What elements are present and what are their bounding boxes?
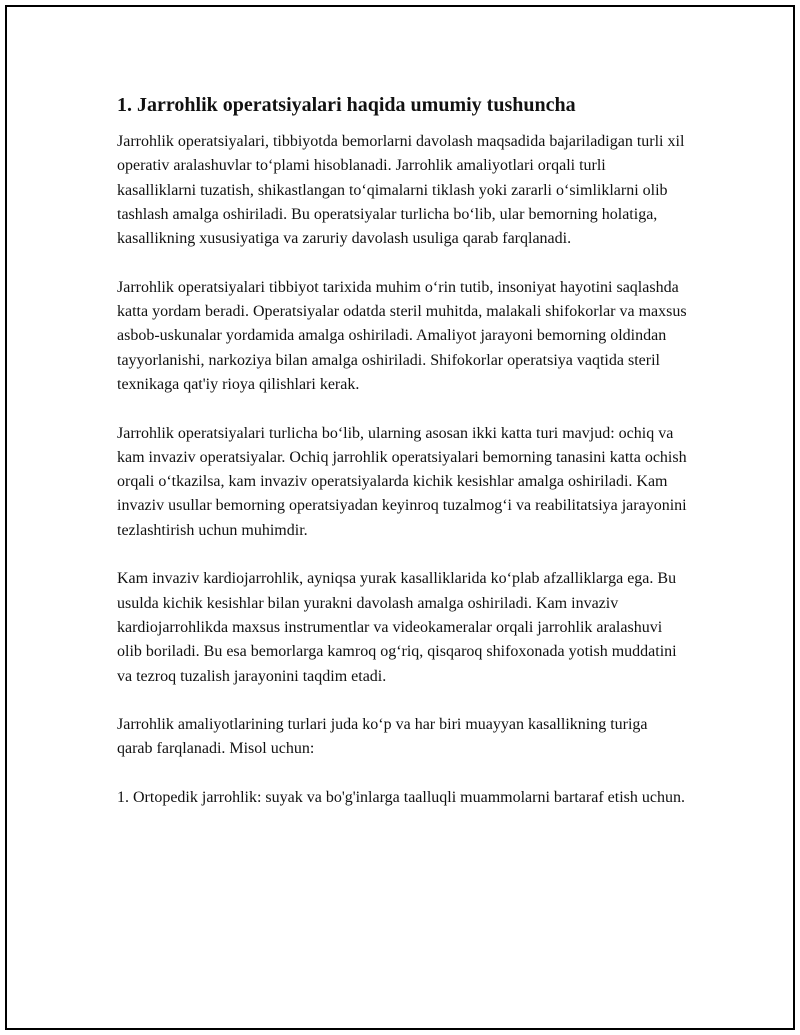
paragraph-cardiac: Kam invaziv kardiojarrohlik, ayniqsa yurak kasalliklarida ko‘plab afzalliklarga ega. Bu usulda kichik kesishlar bilan yurakni davolash amalga oshiriladi. Kam invaziv kardiojarrohlikda maxsus instrumentlar va videokameralar orqali jarrohlik aralashuvi olib boriladi. Bu esa bemorlarga kamroq og‘riq, qisqaroq shifoxonada yotish muddatini va tezroq tuzalish jarayonini taqdim etadi.	[117, 570, 677, 685]
paragraph-history: Jarrohlik operatsiyalari tibbiyot tarixida muhim o‘rin tutib, insoniyat hayotini saqlashda katta yordam beradi. Operatsiyalar odatda steril muhitda, malakali shifokorlar va maxsus asbob-uskunalar yordamida amalga oshiriladi. Amaliyot jarayoni bemorning oldindan tayyorlanishi, narkoziya bilan amalga oshiriladi. Shifokorlar operatsiya vaqtida steril texnikaga qat'iy rioya qilishlari kerak.	[117, 278, 687, 393]
document-body	[117, 92, 687, 835]
section-heading: 1. Jarrohlik operatsiyalari haqida umumiy tushuncha	[117, 94, 576, 116]
list-item-orthopedic: 1. Ortopedik jarrohlik: suyak va bo'g'inlarga taalluqli muammolarni bartaraf etish uchun.	[117, 789, 685, 807]
paragraph-examples-intro: Jarrohlik amaliyotlarining turlari juda ko‘p va har biri muayyan kasallikning turiga qarab farqlanadi. Misol uchun:	[117, 716, 648, 758]
paragraph-types: Jarrohlik operatsiyalari turlicha bo‘lib, ularning asosan ikki katta turi mavjud: ochiq va kam invaziv operatsiyalar. Ochiq jarrohlik operatsiyalari bemorning tanasini katta ochish orqali o‘tkazilsa, kam invaziv operatsiyalarda kichik kesishlar amalga oshiriladi. Kam invaziv usullar bemorning operatsiyadan keyinroq tuzalmog‘i va reabilitatsiya jarayonini tezlashtirish uchun muhimdir.	[117, 424, 687, 539]
paragraph-intro: Jarrohlik operatsiyalari, tibbiyotda bemorlarni davolash maqsadida bajariladigan turli xil operativ aralashuvlar to‘plami hisoblanadi. Jarrohlik amaliyotlari orqali turli kasalliklarni tuzatish, shikastlangan to‘qimalarni tiklash yoki zararli o‘simliklarni olib tashlash amalga oshiriladi. Bu operatsiyalar turlicha bo‘lib, ular bemorning holatiga, kasallikning xususiyatiga va zaruriy davolash usuliga qarab farqlanadi.	[117, 133, 685, 248]
